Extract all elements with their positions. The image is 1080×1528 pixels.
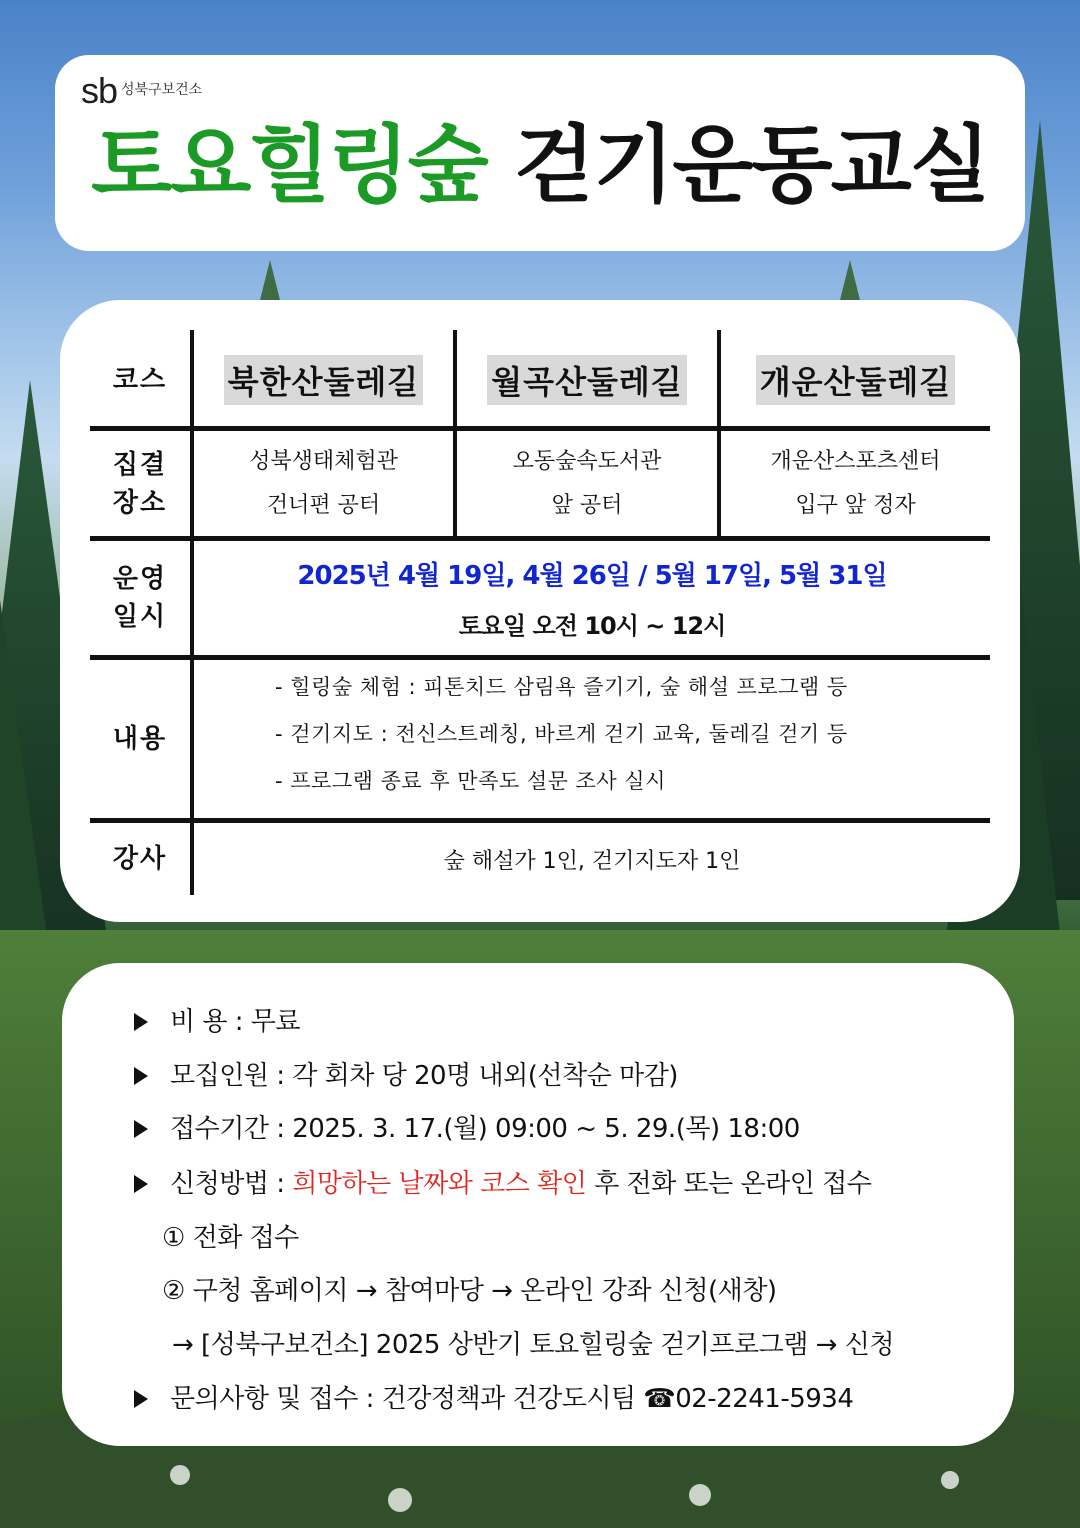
- info-period: 접수기간 : 2025. 3. 17.(월) 09:00 ~ 5. 29.(목) 18:00: [134, 1108, 994, 1145]
- title-black: 걷기운동교실: [514, 116, 989, 214]
- program-table-card: [60, 300, 1020, 922]
- course-cell: [194, 340, 453, 420]
- table-divider: [90, 655, 990, 660]
- info-method: 신청방법 : 희망하는 날짜와 코스 확인 후 전화 또는 온라인 접수: [134, 1163, 994, 1200]
- title-green: 토요힐링숲: [91, 116, 487, 214]
- logo-org-name: 성북구보건소: [121, 82, 203, 98]
- content-list: [275, 664, 1015, 805]
- course-cell: [457, 340, 717, 420]
- info-contact: 문의사항 및 접수 : 건강정책과 건강도시팀 ☎02-2241-5934: [134, 1378, 994, 1415]
- meeting-place-cell: 개운산스포츠센터 입구 앞 정자: [770, 448, 941, 518]
- meeting-place-cell: 성북생태체험관 건너편 공터: [249, 448, 398, 518]
- logo-mark: sb: [81, 70, 118, 111]
- course-name: 북한산둘레길: [224, 355, 423, 405]
- course-cell: [721, 340, 990, 420]
- course-name: 월곡산둘레길: [487, 355, 686, 405]
- triangle-bullet-icon: [134, 1175, 148, 1193]
- page-title: [55, 115, 1025, 215]
- triangle-bullet-icon: [134, 1390, 148, 1408]
- header-card: [55, 55, 1025, 251]
- method-option-online: ② 구청 홈페이지 → 참여마당 → 온라인 강좌 신청(새창): [162, 1276, 777, 1306]
- schedule-time: 토요일 오전 10시 ~ 12시: [458, 612, 726, 640]
- row-label-meeting: 집결 장소: [112, 449, 168, 518]
- list-item: - 프로그램 종료 후 만족도 설문 조사 실시: [275, 769, 666, 793]
- triangle-bullet-icon: [134, 1120, 148, 1138]
- method-highlight: 희망하는 날짜와 코스 확인: [292, 1169, 587, 1199]
- method-option-online-path: → [성북구보건소] 2025 상반기 토요힐링숲 걷기프로그램 → 신청: [172, 1330, 894, 1360]
- info-card: [62, 963, 1014, 1446]
- schedule-dates: 2025년 4월 19일, 4월 26일 / 5월 17일, 5월 31일: [297, 561, 887, 591]
- list-item: - 힐링숲 체험 : 피톤치드 삼림욕 즐기기, 숲 해설 프로그램 등: [275, 675, 848, 699]
- row-label-schedule: 운영 일시: [112, 564, 168, 632]
- schedule-cell: [194, 541, 990, 655]
- method-option-phone: ① 전화 접수: [162, 1223, 299, 1253]
- list-item: - 걷기지도 : 전신스트레칭, 바르게 걷기 교육, 둘레길 걷기 등: [275, 722, 848, 746]
- course-name: 개운산둘레길: [756, 355, 955, 405]
- row-label-content: 내용: [112, 724, 168, 754]
- triangle-bullet-icon: [134, 1067, 148, 1085]
- row-label-course: 코스: [112, 365, 168, 395]
- meeting-place-cell: 오동숲속도서관 앞 공터: [512, 448, 662, 518]
- instructor-cell: 숲 해설가 1인, 걷기지도자 1인: [443, 848, 741, 874]
- info-recruit: 모집인원 : 각 회차 당 20명 내외(선착순 마감): [134, 1055, 994, 1092]
- logo: [81, 70, 203, 111]
- row-label-instructor: 강사: [112, 844, 168, 874]
- triangle-bullet-icon: [134, 1013, 148, 1031]
- info-cost: 비 용 : 무료: [134, 1001, 994, 1038]
